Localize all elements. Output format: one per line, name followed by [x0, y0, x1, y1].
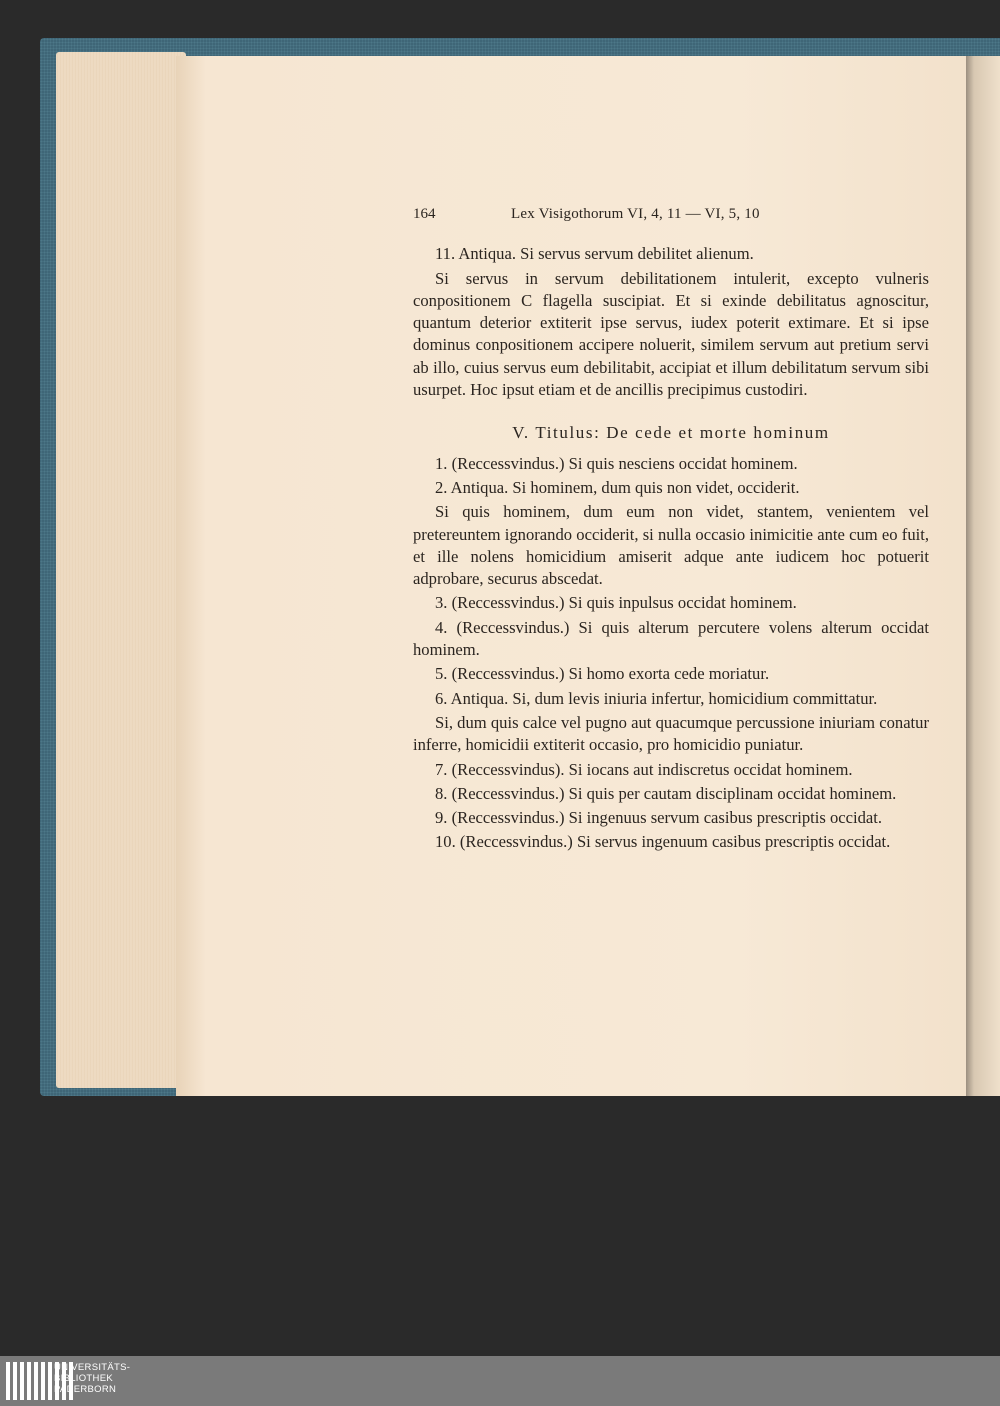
law-heading: 4. (Reccessvindus.) Si quis alterum percutere volens alterum occidat hominem. [413, 617, 929, 660]
facing-page-edge [966, 56, 1000, 1096]
law-heading: 9. (Reccessvindus.) Si ingenuus servum casibus prescriptis occidat. [435, 808, 883, 828]
library-name-line: BIBLIOTHEK [54, 1373, 113, 1384]
running-head [413, 203, 929, 225]
law-paragraph: Si servus in servum debilitationem intulerit, excepto vulneris conpositionem C flagella suscipiat. Et si exinde debilitatus agnoscitur, quantum deterior extiterit ipse servus, iudex poterit extimare. Et si ipse dominus conpositionem accipere noluerit, similem servum aut pretium servi ab illo, cuius servus eum debilitabit, accipiat et illum debilitatum servum sibi usurpet. Hoc ipsut etiam et de ancillis precipimus custodiri. [413, 268, 929, 400]
page-text [413, 203, 929, 854]
law-paragraph: Si, dum quis calce vel pugno aut quacumque percussione iniuriam conatur inferre, homicidii extiterit occasio, pro homicidio puniatur. [413, 712, 929, 755]
law-heading: 3. (Reccessvindus.) Si quis inpulsus occidat hominem. [435, 593, 797, 613]
law-heading: 5. (Reccessvindus.) Si homo exorta cede moriatur. [435, 664, 770, 684]
law-heading: 11. Antiqua. Si servus servum debilitet alienum. [435, 244, 754, 264]
page-number: 164 [413, 206, 436, 222]
library-footer [0, 1356, 1000, 1406]
library-name-line: PADERBORN [54, 1384, 117, 1395]
library-name [54, 1362, 130, 1395]
section-heading: V. Titulus: De cede et morte hominum [512, 423, 830, 443]
law-paragraph: Si quis hominem, dum eum non videt, stantem, venientem vel pretereuntem ignorando occiderit, si nulla occasio inimicitie ante cum eo fuit, et ille nolens homicidium amiserit adque ante iudicem hoc potuerit adprobare, securus abscedat. [413, 502, 929, 589]
law-heading: 1. (Reccessvindus.) Si quis nesciens occidat hominem. [435, 453, 798, 473]
running-title: Lex Visigothorum VI, 4, 11 — VI, 5, 10 [511, 206, 760, 222]
law-heading: 10. (Reccessvindus.) Si servus ingenuum casibus prescriptis occidat. [435, 832, 891, 852]
law-heading: 8. (Reccessvindus.) Si quis per cautam disciplinam occidat hominem. [435, 783, 897, 803]
law-heading: 2. Antiqua. Si hominem, dum quis non videt, occiderit. [435, 477, 800, 497]
page-edges [56, 52, 186, 1088]
law-heading: 6. Antiqua. Si, dum levis iniuria infertur, homicidium committatur. [435, 688, 878, 708]
library-name-line: UNIVERSITÄTS- [54, 1362, 131, 1373]
law-heading: 7. (Reccessvindus). Si iocans aut indiscretus occidat hominem. [435, 759, 853, 779]
